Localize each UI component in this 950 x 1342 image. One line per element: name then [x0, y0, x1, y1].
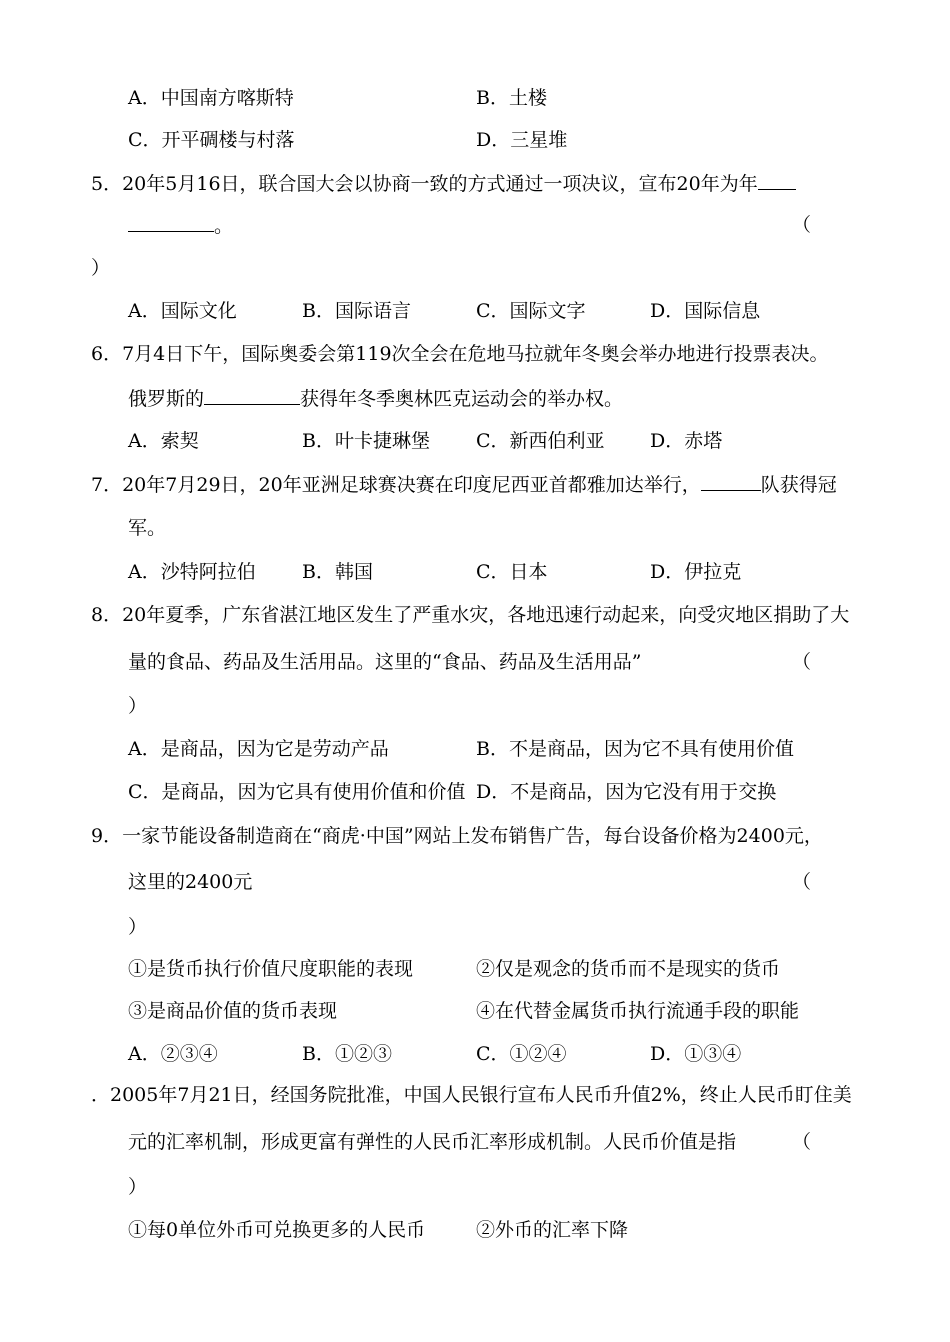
q7-option-c: C．日本 — [476, 561, 548, 583]
q8-stem-line2: 量的食品、药品及生活用品。这里的“食品、药品及生活用品” — [128, 651, 642, 673]
q10-stem-line1: ．2005年7月21日，经国务院批准，中国人民银行宣布人民币升值2%，终止人民币盯住美 — [91, 1084, 852, 1106]
q9-stem-line1: 9．一家节能设备制造商在“商虎·中国”网站上发布销售广告，每台设备价格为2400元， — [91, 825, 823, 847]
q9-option-a: A．②③④ — [128, 1043, 218, 1065]
q6-stem-pre: 俄罗斯的 — [128, 388, 205, 410]
q7-stem-line2: 军。 — [128, 517, 167, 539]
q5-option-d: D．国际信息 — [650, 300, 761, 322]
q9-statement-4: ④在代替金属货币执行流通手段的职能 — [476, 1000, 800, 1022]
q9-statement-3: ③是商品价值的货币表现 — [128, 1000, 338, 1022]
q4-option-b: B．土楼 — [476, 87, 547, 109]
q6-stem-line2 — [128, 386, 623, 411]
q9-option-c: C．①②④ — [476, 1043, 567, 1065]
q5-stem-end: 。 — [214, 215, 234, 237]
q8-option-a: A．是商品，因为它是劳动产品 — [128, 738, 389, 760]
q9-option-b: B．①②③ — [302, 1043, 392, 1065]
q7-stem-post: 队获得冠 — [760, 474, 837, 496]
answer-blank — [758, 171, 796, 190]
q6-option-d: D．赤塔 — [650, 430, 723, 452]
q10-statement-2: ②外币的汇率下降 — [476, 1219, 629, 1241]
q10-answer-paren-open: （ — [792, 1131, 812, 1153]
q8-answer-paren-open: （ — [792, 651, 812, 673]
q9-answer-paren-close: ） — [128, 916, 148, 938]
answer-blank — [204, 386, 300, 405]
q5-stem-line1 — [91, 171, 796, 196]
q5-option-b: B．国际语言 — [302, 300, 411, 322]
answer-blank — [701, 472, 761, 491]
q4-option-c: C．开平碉楼与村落 — [128, 129, 295, 151]
q7-stem-pre: 7．20年7月29日，20年亚洲足球赛决赛在印度尼西亚首都雅加达举行， — [91, 474, 701, 496]
q9-statement-1: ①是货币执行价值尺度职能的表现 — [128, 958, 414, 980]
q7-option-a: A．沙特阿拉伯 — [128, 561, 256, 583]
q5-stem-text: 5．20年5月16日，联合国大会以协商一致的方式通过一项决议，宣布20年为年 — [91, 173, 758, 195]
q6-stem-line1: 6．7月4日下午，国际奥委会第119次全会在危地马拉就年冬奥会举办地进行投票表决。 — [91, 343, 829, 365]
q8-option-b: B．不是商品，因为它不具有使用价值 — [476, 738, 794, 760]
q5-answer-paren-open: （ — [792, 214, 812, 236]
q8-option-c: C．是商品，因为它具有使用价值和价值 — [128, 781, 466, 803]
q8-option-d: D．不是商品，因为它没有用于交换 — [476, 781, 777, 803]
q10-statement-1: ①每0单位外币可兑换更多的人民币 — [128, 1219, 426, 1241]
q5-answer-paren-close: ） — [91, 257, 111, 279]
q6-option-a: A．索契 — [128, 430, 199, 452]
q6-option-c: C．新西伯利亚 — [476, 430, 605, 452]
q6-option-b: B．叶卡捷琳堡 — [302, 430, 430, 452]
q7-option-d: D．伊拉克 — [650, 561, 742, 583]
q9-option-d: D．①③④ — [650, 1043, 742, 1065]
q9-statement-2: ②仅是观念的货币而不是现实的货币 — [476, 958, 781, 980]
answer-blank — [128, 213, 214, 232]
q5-option-c: C．国际文字 — [476, 300, 586, 322]
q8-answer-paren-close: ） — [128, 695, 148, 717]
q4-option-d: D．三星堆 — [476, 129, 568, 151]
q8-stem-line1: 8．20年夏季，广东省湛江地区发生了严重水灾，各地迅速行动起来，向受灾地区捐助了大 — [91, 604, 850, 626]
q9-answer-paren-open: （ — [792, 871, 812, 893]
q7-option-b: B．韩国 — [302, 561, 373, 583]
q6-stem-post: 获得年冬季奥林匹克运动会的举办权。 — [300, 388, 624, 410]
q10-stem-line2: 元的汇率机制，形成更富有弹性的人民币汇率形成机制。人民币价值是指 — [128, 1131, 737, 1153]
q10-answer-paren-close: ） — [128, 1176, 148, 1198]
q5-option-a: A．国际文化 — [128, 300, 237, 322]
q5-stem-line2 — [128, 213, 233, 238]
q7-stem-line1 — [91, 472, 837, 497]
q9-stem-line2: 这里的2400元 — [128, 871, 253, 893]
q4-option-a: A．中国南方喀斯特 — [128, 87, 294, 109]
